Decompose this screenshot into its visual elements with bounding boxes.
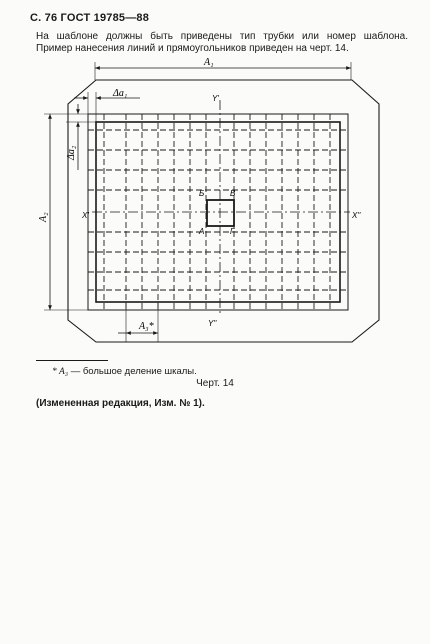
- center-square: [207, 200, 234, 226]
- axis-label-y-top: Y': [212, 94, 219, 103]
- point-label-v: В: [230, 189, 236, 198]
- axis-label-x-right: X'': [352, 211, 361, 220]
- dim-da2-label: Δa₂: [66, 145, 77, 160]
- dim-a2-label: A₂: [38, 212, 49, 222]
- dim-a1-label: A₁: [204, 57, 214, 68]
- paragraph-line-2: Пример нанесения линий и прямоугольников приведен на черт. 14.: [36, 43, 349, 54]
- footnote: [52, 366, 197, 377]
- point-label-a: А: [199, 227, 205, 236]
- footnote-text: — большое деление шкалы.: [68, 366, 197, 377]
- footnote-symbol: * A₃: [52, 367, 69, 377]
- point-label-b: Б: [199, 189, 205, 198]
- edition-note: (Измененная редакция, Изм. № 1).: [36, 398, 205, 409]
- footnote-rule: [36, 360, 108, 361]
- figure-caption: Черт. 14: [196, 378, 234, 389]
- dim-da1-label: Δa₁: [113, 88, 128, 99]
- dim-a3-label: A₃*: [139, 321, 154, 332]
- axis-label-x-left: X': [82, 211, 89, 220]
- point-label-g: Г: [230, 227, 235, 236]
- paragraph-line-1: На шаблоне должны быть приведены тип трубки или номер шаблона.: [36, 31, 408, 42]
- page-header: С. 76 ГОСТ 19785—88: [30, 12, 150, 24]
- axis-label-y-bottom: Y'': [208, 319, 217, 328]
